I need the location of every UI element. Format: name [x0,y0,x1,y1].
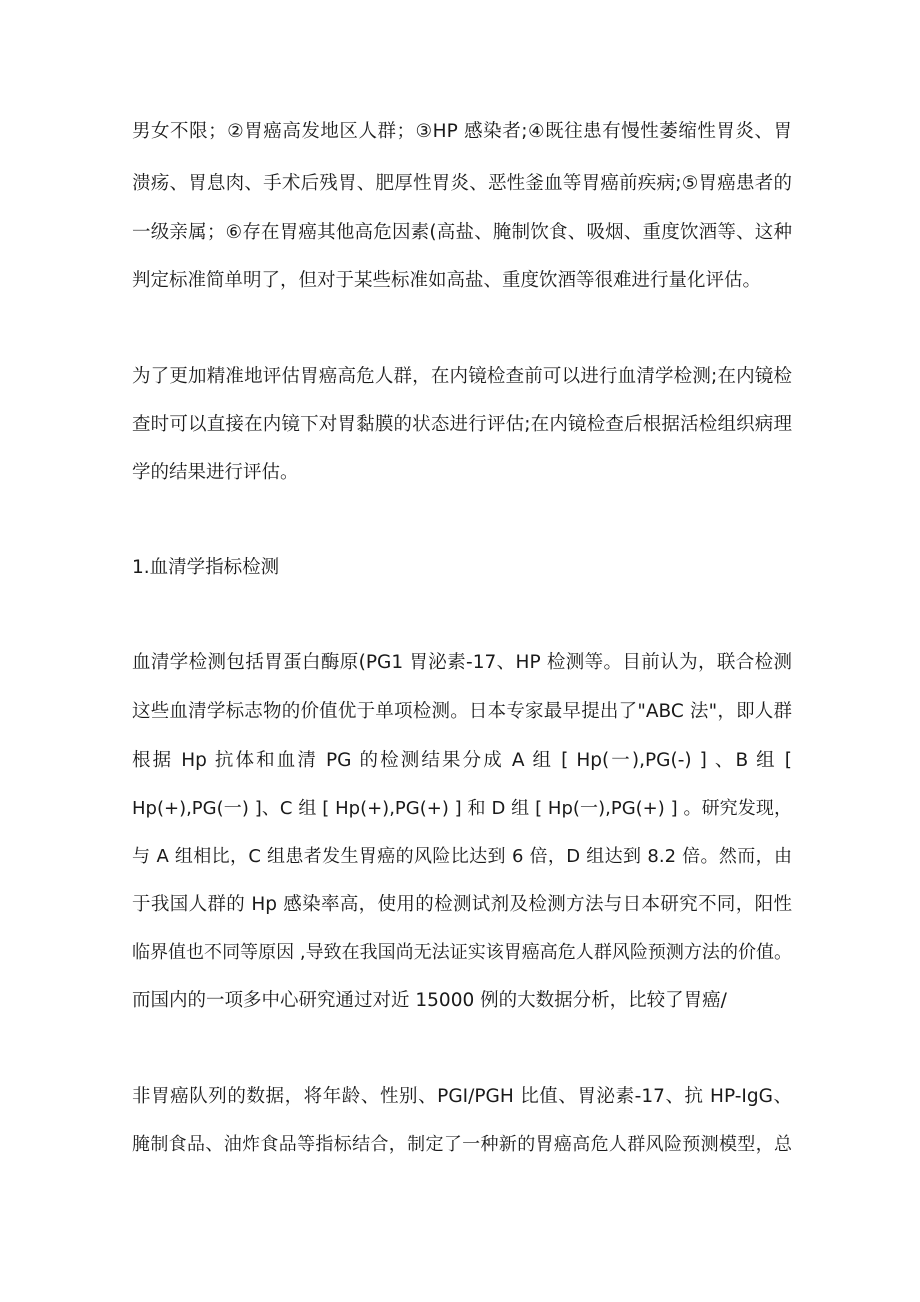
paragraph-2-line-3: 学的结果进行评估。 [132,462,299,483]
section-heading: 1.血清学指标检测 [132,557,280,578]
paragraph-1-line-1: 男女不限；②胃癌高发地区人群；③HP 感染者;④既往患有慢性萎缩性胃炎、胃 [132,121,792,142]
paragraph-3-line-5: 与 A 组相比，C 组患者发生胃癌的风险比达到 6 倍，D 组达到 8.2 倍。然而，由 [132,846,792,867]
paragraph-3-line-8: 而国内的一项多中心研究通过对近 15000 例的大数据分析，比较了胃癌/ [132,990,727,1011]
paragraph-3-line-6: 于我国人群的 Hp 感染率高，使用的检测试剂及检测方法与日本研究不同，阳性 [132,894,792,915]
paragraph-4-line-1: 非胃癌队列的数据，将年龄、性别、PGI/PGH 比值、胃泌素-17、抗 HP-IgG、 [132,1086,792,1107]
paragraph-1-line-4: 判定标准简单明了，但对于某些标准如高盐、重度饮酒等很难进行量化评估。 [132,270,762,291]
paragraph-2-line-2: 查时可以直接在内镜下对胃黏膜的状态进行评估;在内镜检查后根据活检组织病理 [132,414,792,435]
paragraph-3-line-1: 血清学检测包括胃蛋白酶原(PG1 胃泌素-17、HP 检测等。目前认为，联合检测 [132,652,792,673]
paragraph-3-line-3: 根据 Hp 抗体和血清 PG 的检测结果分成 A 组 [ Hp(一),PG(-) ] 、B 组 [ [132,750,792,771]
paragraph-4-line-2: 腌制食品、油炸食品等指标结合，制定了一种新的胃癌高危人群风险预测模型，总 [132,1134,792,1155]
paragraph-3-line-7: 临界值也不同等原因 ,导致在我国尚无法证实该胃癌高危人群风险预测方法的价值。 [132,942,792,963]
paragraph-3-line-4: Hp(+),PG(一) ]、C 组 [ Hp(+),PG(+) ] 和 D 组 [ Hp(一),PG(+) ] 。研究发现， [132,798,792,819]
paragraph-2-line-1: 为了更加精准地评估胃癌高危人群，在内镜检查前可以进行血清学检测;在内镜检 [132,366,792,387]
paragraph-1-line-3: 一级亲属；⑥存在胃癌其他高危因素(高盐、腌制饮食、吸烟、重度饮酒等、这种 [132,222,792,243]
paragraph-1-line-2: 溃疡、胃息肉、手术后残胃、肥厚性胃炎、恶性釜血等胃癌前疾病;⑤胃癌患者的 [132,173,792,194]
paragraph-3-line-2: 这些血清学标志物的价值优于单项检测。日本专家最早提出了"ABC 法"，即人群 [132,701,792,722]
